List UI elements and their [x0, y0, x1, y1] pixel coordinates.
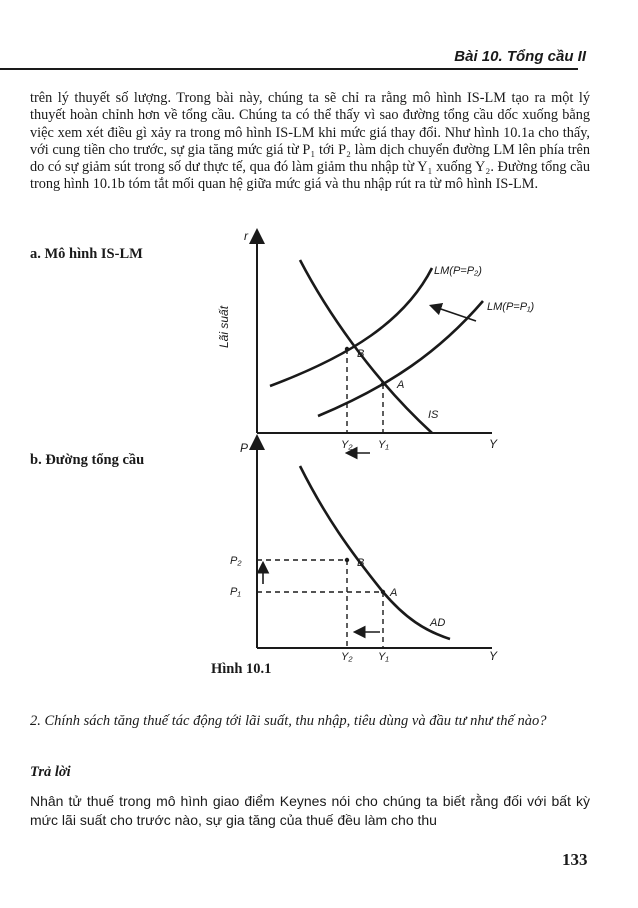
panel-a-y-label: Y	[489, 437, 498, 451]
lm-p1-curve	[318, 301, 483, 416]
answer-heading: Trả lời	[30, 764, 71, 780]
panel-b-p-label: P	[240, 441, 249, 455]
is-curve	[300, 260, 432, 433]
panel-b-y1-label: Y₁	[378, 651, 389, 663]
lm-p1-label: LM(P=P₁)	[487, 301, 535, 313]
header-rule	[0, 68, 578, 70]
panel-b-y-label: Y	[489, 649, 498, 663]
figure-caption: Hình 10.1	[211, 661, 272, 677]
panel-a-y1-label: Y₁	[378, 439, 389, 451]
figure-10-1	[200, 226, 535, 663]
body-paragraph: trên lý thuyết số lượng. Trong bài này, chúng ta sẽ chỉ ra rằng mô hình IS-LM tạo ra một lý thuyết hoàn chỉnh hơn về tổng cầu. Chúng ta có thể thấy vì sao đường tổng cầu dốc xuống bằng việc xem xét điều gì xảy ra trong mô hình IS-LM khi mức giá thay đổi. Như hình 10.1a cho thấy, với cung tiền cho trước, sự gia tăng mức giá từ P₁ tới P₂ làm dịch chuyển đường LM lên phía trên do có sự giảm sút trong số dư thực tế, qua đó làm giảm thu nhập từ Y₁ xuống Y₂. Đường tổng cầu trong hình 10.1b tóm tắt mối quan hệ giữa mức giá và thu nhập rút ra từ mô hình IS-LM.	[30, 90, 590, 193]
point-a-label: A	[397, 379, 405, 391]
panel-a-label: a. Mô hình IS-LM	[30, 246, 143, 262]
p1-label: P₁	[230, 586, 241, 598]
lm-p2-label: LM(P=P₂)	[434, 265, 482, 277]
panel-b-label: b. Đường tổng cầu	[30, 452, 145, 468]
panel-b-chart	[230, 438, 498, 663]
panel-a-y2-label: Y₂	[341, 439, 353, 451]
point-b-label: B	[357, 348, 365, 360]
question-2: 2. Chính sách tăng thuế tác động tới lãi suất, thu nhập, tiêu dùng và đầu tư như thế nào?	[30, 713, 547, 729]
panel-a-axis-title: Lãi suất	[217, 305, 231, 348]
panel-a-chart	[217, 229, 535, 453]
ad-curve	[300, 466, 450, 639]
chapter-title: Bài 10. Tổng cầu II	[454, 48, 586, 65]
ad-point-b-label: B	[357, 557, 365, 569]
answer-paragraph: Nhân tử thuế trong mô hình giao điểm Keynes nói cho chúng ta biết rằng đối với bất kỳ mức lãi suất cho trước nào, sự gia tăng của thuế đều làm cho thu	[30, 793, 590, 828]
lm-shift-arrow	[432, 306, 476, 321]
page-number: 133	[562, 850, 588, 869]
ad-point-a-label: A	[390, 587, 398, 599]
page-header	[30, 48, 600, 70]
panel-b-y2-label: Y₂	[341, 651, 353, 663]
ad-label: AD	[430, 617, 446, 629]
panel-a-r-label: r	[244, 229, 248, 243]
p2-label: P₂	[230, 555, 242, 567]
is-label: IS	[428, 409, 439, 421]
